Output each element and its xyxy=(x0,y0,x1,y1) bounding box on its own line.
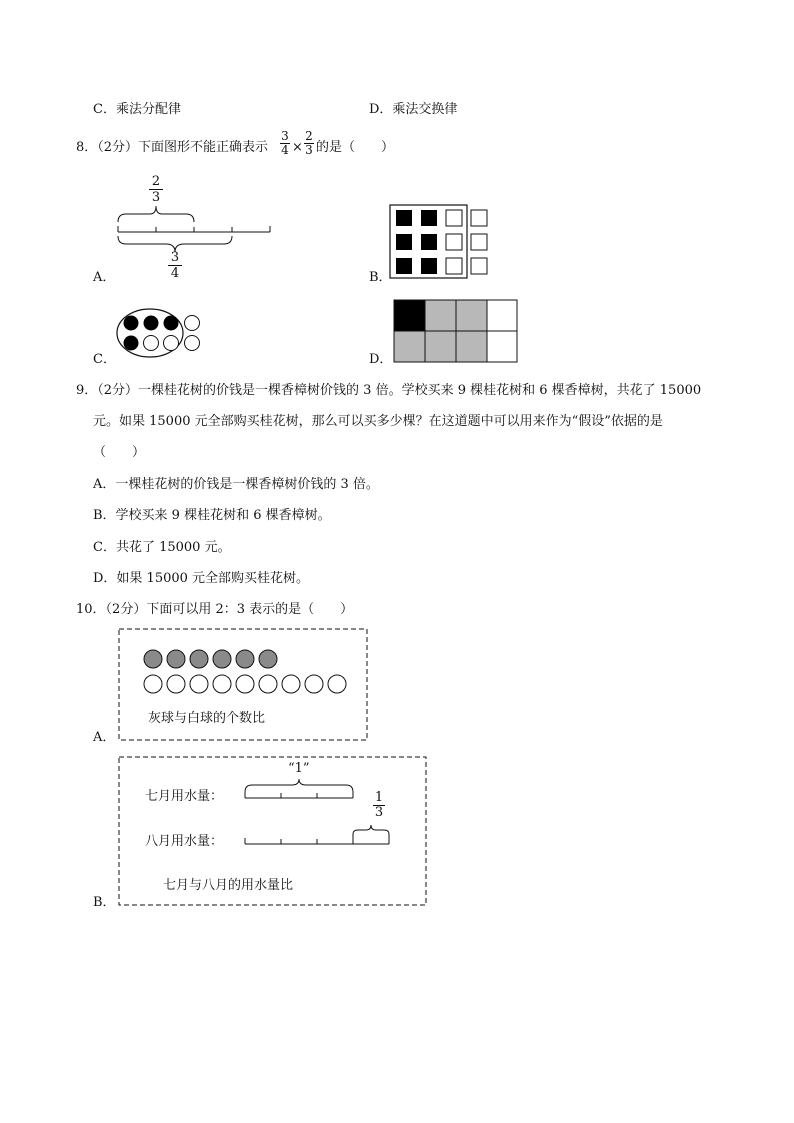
q10-b-fraction: 1 3 xyxy=(374,790,384,820)
q9-stem-line-1: 9．（2分）一棵桂花树的价钱是一棵香樟树价钱的 3 倍。学校买来 9 棵桂花树和 6 棵香樟树，共花了 15000 xyxy=(76,383,702,398)
q8-a-bottom-fraction: 3 4 xyxy=(168,251,182,280)
q9-option-d: D．如果 15000 元全部购买桂花树。 xyxy=(93,571,310,586)
q8-option-c-label: C． xyxy=(93,352,116,367)
q7-option-d: D．乘法交换律 xyxy=(369,102,458,117)
q8-a-top-fraction: 2 3 xyxy=(149,175,163,204)
q8-stem-fraction-1: 3 4 xyxy=(281,129,289,157)
q9-stem-line-2: 元。如果 15000 元全部购买桂花树，那么可以买多少棵？在这道题中可以用来作为“假设”依据的是 xyxy=(93,414,663,429)
q8-option-d-label: D． xyxy=(369,352,393,367)
q10-b-caption: 七月与八月的用水量比 xyxy=(163,878,294,893)
q9-stem-line-3: （ ） xyxy=(93,445,146,460)
q10-b-row-august: 八月用水量： xyxy=(145,834,224,849)
q8-times-sign: × xyxy=(292,140,303,155)
q9-option-b: B．学校买来 9 棵桂花树和 6 棵香樟树。 xyxy=(93,508,331,523)
q8-stem-before: 8．（2分）下面图形不能正确表示 xyxy=(76,140,269,155)
q8-option-a-label: A． xyxy=(93,270,116,285)
q10-a-caption: 灰球与白球的个数比 xyxy=(148,711,266,726)
q10-b-row-july: 七月用水量： xyxy=(145,789,224,804)
q7-option-c: C．乘法分配律 xyxy=(93,102,181,117)
q10-stem: 10．（2分）下面可以用 2：3 表示的是（ ） xyxy=(76,602,354,617)
q10-option-b-label: B． xyxy=(93,895,116,910)
q10-b-quote-one: “1” xyxy=(288,761,310,776)
q8-stem-fraction-2: 2 3 xyxy=(305,129,313,157)
q8-option-b-label: B． xyxy=(369,270,392,285)
q8-stem-after: 的是（ ） xyxy=(316,140,395,155)
q9-option-c: C．共花了 15000 元。 xyxy=(93,540,231,555)
q10-option-a-label: A． xyxy=(93,730,116,745)
q9-option-a: A．一棵桂花树的价钱是一棵香樟树价钱的 3 倍。 xyxy=(93,477,379,492)
